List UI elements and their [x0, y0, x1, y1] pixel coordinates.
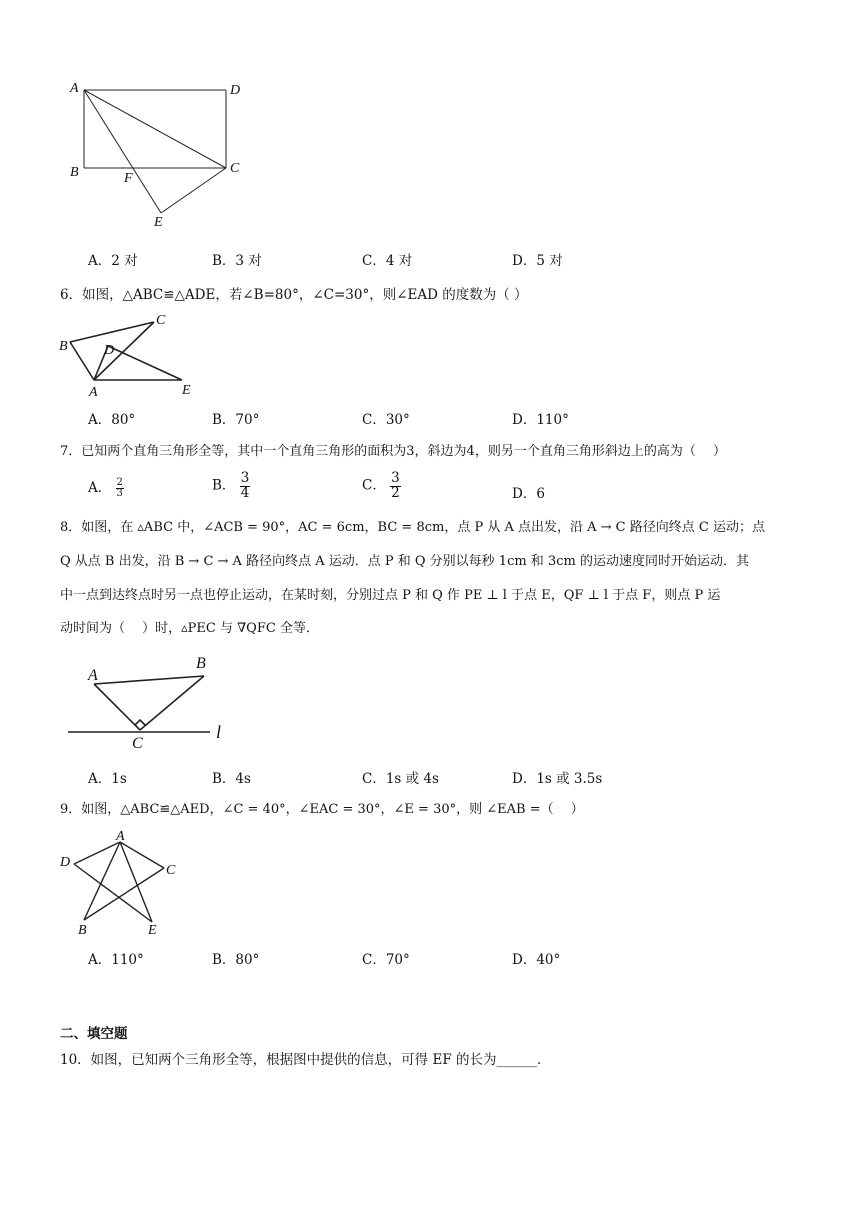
label-l: l	[216, 722, 222, 742]
label-D: D	[104, 343, 115, 358]
label-D: D	[230, 83, 241, 98]
q5-figure	[60, 72, 260, 232]
q9-option-a[interactable]: A．110°	[88, 952, 144, 968]
label-A: A	[70, 81, 79, 96]
q5-option-b[interactable]: B．3 对	[212, 253, 262, 269]
q6-stem: 6．如图，△ABC≌△ADE，若∠B=80°，∠C=30°，则∠EAD 的度数为（ ）	[60, 287, 528, 303]
q9-figure	[56, 828, 196, 938]
q9-option-c[interactable]: C．70°	[362, 952, 410, 968]
q6-figure	[56, 310, 216, 400]
denominator: 4	[240, 484, 250, 501]
label-A: A	[89, 385, 98, 400]
q7-option-c[interactable]	[362, 472, 401, 500]
q7-stem: 7．已知两个直角三角形全等，其中一个直角三角形的面积为3，斜边为4，则另一个直角三角形斜边上的高为（ ）	[60, 444, 726, 459]
numerator: 3	[240, 470, 250, 486]
label-B: B	[59, 339, 68, 354]
numerator: 3	[391, 470, 400, 486]
label-E: E	[182, 383, 191, 398]
q5-option-c[interactable]: C．4 对	[362, 253, 413, 269]
label-A: A	[116, 829, 125, 844]
label-B: B	[196, 655, 206, 672]
q7-option-d-value: 6	[536, 486, 545, 502]
label-E: E	[148, 923, 157, 938]
q7-option-a-prefix: A．	[88, 480, 112, 496]
label-E: E	[154, 215, 163, 230]
q6-option-a[interactable]: A．80°	[88, 412, 136, 428]
numerator: 2	[116, 477, 123, 488]
q6-option-d[interactable]: D．110°	[512, 412, 569, 428]
q7-option-d-prefix: D．	[512, 486, 537, 502]
q8-option-a[interactable]: A．1s	[88, 771, 127, 787]
q6-option-b[interactable]: B．70°	[212, 412, 260, 428]
q5-option-d[interactable]: D．5 对	[512, 253, 563, 269]
q8-figure	[60, 648, 240, 752]
label-D: D	[60, 855, 71, 870]
q8-option-b[interactable]: B．4s	[212, 771, 251, 787]
q8-line-3: 中一点到达终点时另一点也停止运动，在某时刻，分别过点 P 和 Q 作 PE ⊥ l 于点 E，QF ⊥ l 于点 F，则点 P 运	[60, 588, 721, 603]
denominator: 3	[116, 488, 123, 499]
q9-stem: 9．如图，△ABC≌△AED，∠C = 40°，∠EAC = 30°，∠E = 30°，则 ∠EAB =（ ）	[60, 802, 584, 817]
fraction	[390, 472, 401, 500]
q7-option-d[interactable]	[512, 482, 545, 502]
q7-option-a[interactable]	[88, 476, 124, 499]
q9-option-d[interactable]: D．40°	[512, 952, 561, 968]
denominator: 2	[391, 484, 400, 501]
q8-line-1: 8．如图，在 ▵ABC 中，∠ACB = 90°，AC = 6cm，BC = 8cm，点 P 从 A 点出发，沿 A → C 路径向终点 C 运动；点	[60, 520, 765, 535]
q8-option-d[interactable]: D．1s 或 3.5s	[512, 771, 603, 787]
label-C: C	[132, 735, 143, 752]
label-F: F	[124, 171, 133, 186]
q8-line-4: 动时间为（ ）时，▵PEC 与 ∇QFC 全等．	[60, 621, 319, 636]
q7-option-b-prefix: B．	[212, 477, 236, 494]
q5-option-a[interactable]: A．2 对	[88, 253, 138, 269]
q8-option-c[interactable]: C．1s 或 4s	[362, 771, 439, 787]
label-A: A	[88, 667, 98, 684]
fraction	[116, 478, 124, 499]
label-C: C	[230, 161, 240, 176]
q7-option-c-prefix: C．	[362, 477, 386, 494]
q7-option-b[interactable]	[212, 472, 250, 500]
q8-line-2: Q 从点 B 出发，沿 B → C → A 路径向终点 A 运动．点 P 和 Q 分别以每秒 1cm 和 3cm 的运动速度同时开始运动．其	[60, 554, 749, 569]
section-title: 二、填空题	[60, 1026, 128, 1042]
label-B: B	[78, 923, 87, 938]
label-C: C	[166, 863, 176, 878]
fraction	[240, 472, 251, 500]
q10-stem: 10．如图，已知两个三角形全等，根据图中提供的信息，可得 EF 的长为______．	[60, 1052, 551, 1068]
label-B: B	[70, 165, 79, 180]
q6-option-c[interactable]: C．30°	[362, 412, 410, 428]
q9-option-b[interactable]: B．80°	[212, 952, 260, 968]
label-C: C	[156, 313, 166, 328]
